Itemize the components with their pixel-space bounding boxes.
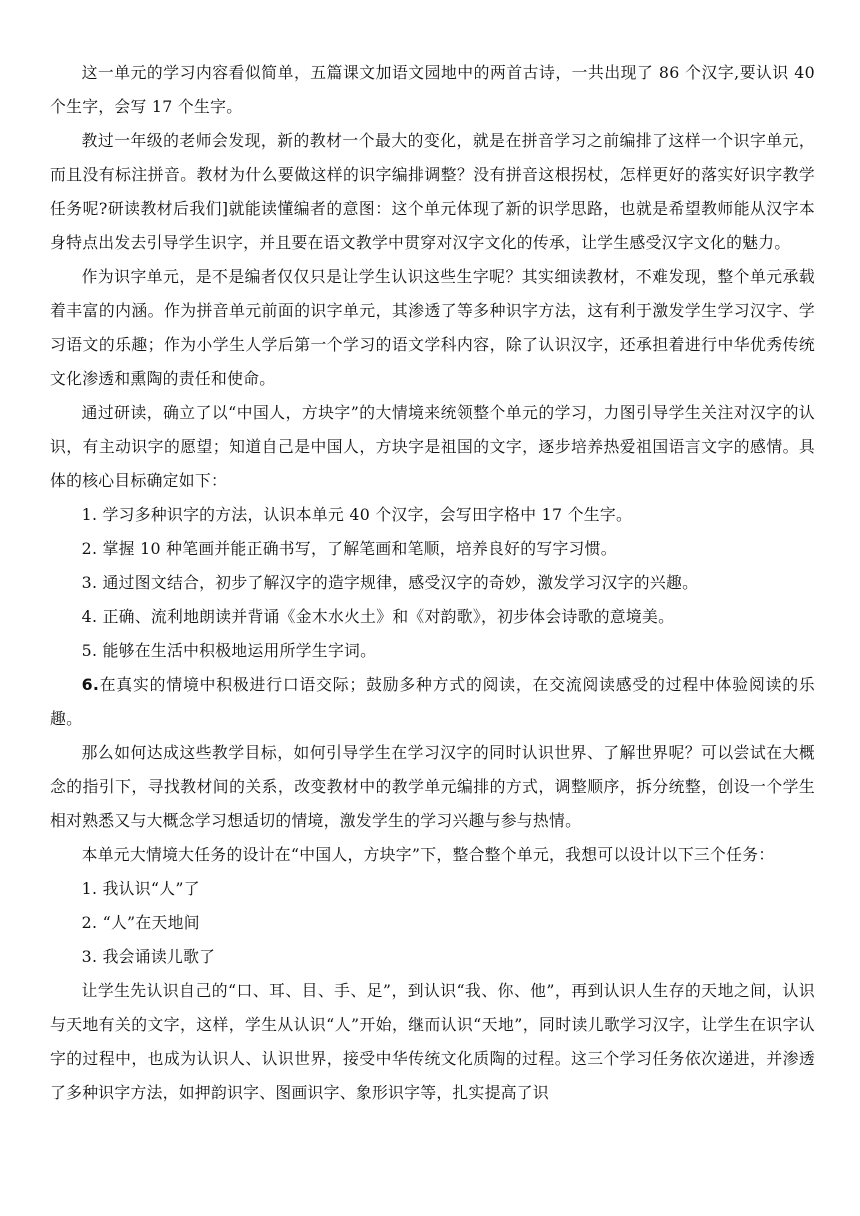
paragraph-closing: 让学生先认识自己的“口、耳、目、手、足”，到认识“我、你、他”，再到认识人生存的天地之间，认识与天地有关的文字，这样，学生从认识“人”开始，继而认识“天地”，同时读儿歌学习汉字，让学生在识字认字的过程中，也成为认识人、认识世界，接受中华传统文化质陶的过程。这三个学习任务依次递进，并渗透了多种识字方法，如押韵识字、图画识字、象形识字等，扎实提高了识 — [50, 981, 815, 1102]
paragraph-intro: 这一单元的学习内容看似简单，五篇课文加语文园地中的两首古诗，一共出现了 86 个汉字,要认识 40 个生字，会写 17 个生字。 — [50, 63, 815, 116]
goal-item-1: 1. 学习多种识字的方法，认识本单元 40 个汉字，会写田字格中 17 个生字。 — [81, 505, 633, 524]
paragraph-task-design: 本单元大情境大任务的设计在“中国人，方块字”下，整合整个单元，我想可以设计以下三个任务： — [81, 845, 775, 864]
paragraph-textbook-change: 教过一年级的老师会发现，新的教材一个最大的变化，就是在拼音学习之前编排了这样一个识字单元，而且没有标注拼音。教材为什么要做这样的识字编排调整？没有拼音这根拐杖，怎样更好的落实好识字教学任务呢?研读教材后我们]就能读懂编者的意图：这个单元体现了新的识学思路，也就是希望教师能从汉字本身特点出发去引导学生识字，并且要在语文教学中贯穿对汉字文化的传承，让学生感受汉字文化的魅力。 — [50, 131, 815, 252]
goal-item-4: 4. 正确、流利地朗读并背诵《金木水火土》和《对韵歌》，初步体会诗歌的意境美。 — [81, 607, 675, 626]
task-item-2: 2. “人”在天地间 — [81, 913, 200, 932]
task-item-1: 1. 我认识“人”了 — [81, 879, 200, 898]
document-page — [50, 56, 815, 1110]
paragraph-literacy-unit: 作为识字单元，是不是编者仅仅只是让学生认识这些生字呢？其实细读教材，不难发现，整个单元承载着丰富的内涵。作为拼音单元前面的识字单元，其渗透了等多种识字方法，这有利于激发学生学习汉字、学习语文的乐趣；作为小学生人学后第一个学习的语文学科内容，除了认识汉字，还承担着进行中华优秀传统文化渗透和熏陶的责任和使命。 — [50, 267, 815, 388]
paragraph-core-goals-intro: 通过研读，确立了以“中国人，方块字”的大情境来统领整个单元的学习，力图引导学生关注对汉字的认识，有主动识字的愿望；知道自己是中国人，方块字是祖国的文字，逐步培养热爱祖国语言文字的感情。具体的核心目标确定如下： — [50, 403, 815, 490]
goal-item-6-text: 在真实的情境中积极进行口语交际；鼓励多种方式的阅读，在交流阅读感受的过程中体验阅读的乐趣。 — [50, 675, 815, 728]
goal-item-5: 5. 能够在生活中积极地运用所学生字词。 — [81, 641, 377, 660]
paragraph-how-to-achieve: 那么如何达成这些教学目标，如何引导学生在学习汉字的同时认识世界、了解世界呢？可以尝试在大概念的指引下，寻找教材间的关系，改变教材中的教学单元编排的方式，调整顺序，拆分统整，创设一个学生相对熟悉又与大概念学习想适切的情境，激发学生的学习兴趣与参与热情。 — [50, 743, 815, 830]
goal-item-6 — [50, 668, 815, 736]
task-item-3: 3. 我会诵读儿歌了 — [81, 947, 216, 966]
goal-item-2: 2. 掌握 10 种笔画并能正确书写，了解笔画和笔顺，培养良好的写字习惯。 — [81, 539, 617, 558]
goal-item-6-number: 6. — [81, 675, 100, 694]
goal-item-3: 3. 通过图文结合，初步了解汉字的造字规律，感受汉字的奇妙，激发学习汉字的兴趣。 — [81, 573, 699, 592]
